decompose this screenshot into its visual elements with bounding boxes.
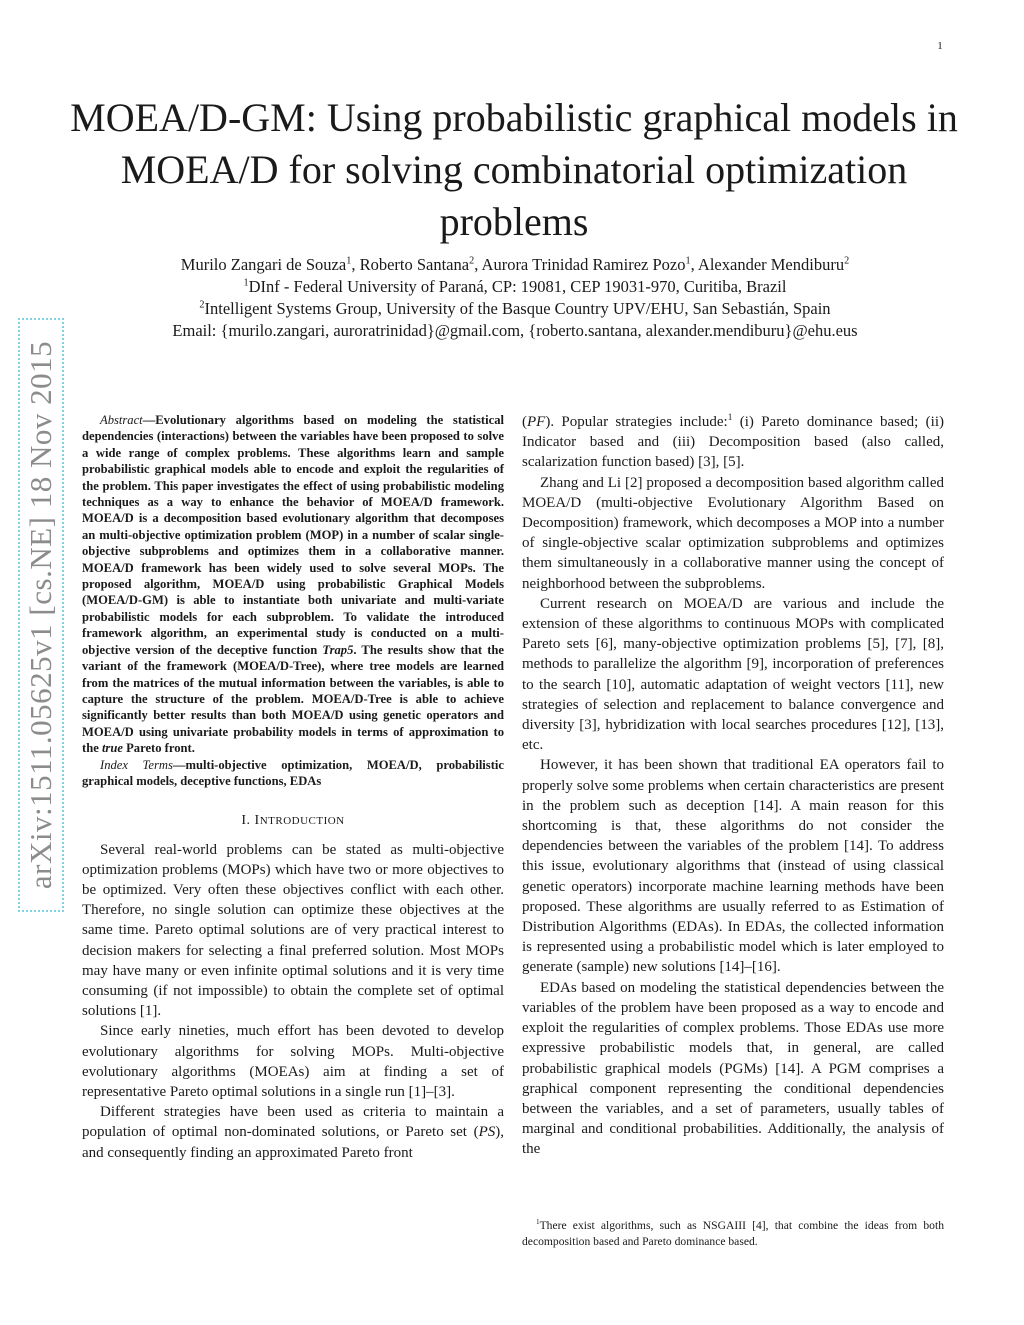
affiliation-1: $^1$DInf - Federal University of Paraná, CP: 19081, CEP 19031-970, Curitiba, Brazil [243, 277, 787, 296]
paper-title: MOEA/D-GM: Using probabilistic graphical models in MOEA/D for solving combinatorial optimization problems [70, 95, 958, 244]
index-terms: Index Terms—multi-objective optimization, MOEA/D, probabilistic graphical models, deceptive functions, EDAs [82, 757, 504, 788]
author-emails: Email: {murilo.zangari, auroratrinidad}@gmail.com, {roberto.santana, alexander.mendiburu}@ehu.eus [172, 321, 858, 340]
author-name: Murilo Zangari de Souza [180, 255, 347, 274]
paragraph: Different strategies have been used as criteria to maintain a population of optimal non-dominated solutions, or Pareto set (PS), and consequently finding an approximated Pareto front [82, 1104, 504, 1161]
author-name: Aurora Trinidad Ramirez Pozo [481, 255, 686, 274]
abstract: Abstract—Evolutionary algorithms based on modeling the statistical dependencies (interactions) between the variables have been proposed to solve a wide range of complex problems. These algorithms learn and sample probabilistic graphical models able to encode and exploit the regularities of the problem. This paper investigates the effect of using probabilistic modeling techniques as a way to enhance the behavior of MOEA/D framework. MOEA/D is a decomposition based evolutionary algorithm that decomposes an multi-objective optimization problem (MOP) in a number of scalar single-objective subproblems and optimizes them in a collaborative manner. MOEA/D framework has been widely used to solve several MOPs. The proposed algorithm, MOEA/D using probabilistic Graphical Models (MOEA/D-GM) is able to instantiate both univariate and multi-variate probabilistic models for each subproblem. To validate the introduced framework algorithm, an experimental study is conducted on a multi-objective version of the deceptive function Trap5. The results show that the variant of the framework (MOEA/D-Tree), where tree models are learned from the matrices of the mutual information between the variables, is able to capture the structure of the problem. MOEA/D-Tree is able to achieve significantly better results than both MOEA/D using genetic operators and MOEA/D using univariate probability models in terms of approximation to the true Pareto front. [82, 413, 504, 756]
paragraph: Zhang and Li [2] proposed a decomposition based algorithm called MOEA/D (multi-objective Evolutionary Algorithm Based on Decomposition) framework, which decomposes a MOP into a number of single-objective scalar optimization subproblems and optimizes them simultaneously in a collaborative manner using the concept of neighborhood between the subproblems. [522, 474, 944, 592]
affiliation-2: $^2$Intelligent Systems Group, University of the Basque Country UPV/EHU, San Sebastián, Spain [199, 299, 831, 318]
footnote: $^1$There exist algorithms, such as NSGAIII [4], that combine the ideas from both decomposition based and Pareto dominance based. [522, 1218, 944, 1248]
arxiv-identifier: arXiv:1511.05625v1 [cs.NE] 18 Nov 2015 [23, 340, 58, 890]
arxiv-stamp [18, 318, 64, 912]
paragraph: Current research on MOEA/D are various and include the extension of these algorithms to continuous MOPs with complicated Pareto sets [6], many-objective optimization problems [5], [7], [8], methods to parallelize the algorithm [9], incorporation of preferences to the search [10], automatic adaptation of weight vectors [11], new strategies of selection and replacement to balance convergence and diversity [3], hybridization with local searches procedures [12], [13], etc. [522, 595, 944, 754]
paragraph: Since early nineties, much effort has been devoted to develop evolutionary algorithms for solving MOPs. Multi-objective evolutionary algorithms (MOEAs) aim at finding a set of representative Pareto optimal solutions in a single run [1]–[3]. [82, 1023, 504, 1100]
paragraph: (PF). Popular strategies include:$^1$ (i) Pareto dominance based; (ii) Indicator based and (iii) Decomposition based (also called, scalarization function based) [3], [5]. [522, 413, 944, 471]
author-list: Murilo Zangari de Souza$^1$, Roberto Santana$^2$, Aurora Trinidad Ramirez Pozo$^1$, Alexander Mendiburu$^2$ [180, 255, 850, 274]
left-column [82, 412, 504, 1163]
author-block [80, 254, 950, 342]
right-column [522, 412, 944, 1160]
page-number: 1 [937, 40, 943, 52]
paragraph: Several real-world problems can be stated as multi-objective optimization problems (MOPs) which have two or more objectives to be optimized. Very often these objectives conflict with each other. Therefore, no single solution can optimize these objectives at the same time. Pareto optimal solutions are of very practical interest to decision makers for selecting a final preferred solution. Most MOPs may have many or even infinite optimal solutions and it is very time consuming (if not impossible) to obtain the complete set of optimal solutions [1]. [82, 841, 504, 1020]
paragraph: However, it has been shown that traditional EA operators fail to properly solve some problems when certain characteristics are present in the problem such as deception [14]. A main reason for this shortcoming is that, these algorithms do not consider the dependencies between the variables of the problem [14]. To address this issue, evolutionary algorithms that (instead of using classical genetic operators) incorporate machine learning methods have been proposed. These algorithms are usually referred to as Estimation of Distribution Algorithms (EDAs). In EDAs, the collected information is represented using a probabilistic model which is later employed to generate (sample) new solutions [14]–[16]. [522, 757, 944, 976]
paragraph: EDAs based on modeling the statistical dependencies between the variables of the problem have been proposed as a way to encode and exploit the regularities of complex problems. Those EDAs use more expressive probabilistic models that, in general, are called probabilistic graphical models (PGMs) [14]. A PGM comprises a graphical component representing the conditional dependencies between the variables, and a set of parameters, usually tables of marginal and conditional probabilities. Additionally, the analysis of the [522, 979, 944, 1158]
author-name: Roberto Santana [359, 255, 470, 274]
author-name: Alexander Mendiburu [697, 255, 845, 274]
section-heading-introduction: I. INTRODUCTION [241, 813, 345, 829]
